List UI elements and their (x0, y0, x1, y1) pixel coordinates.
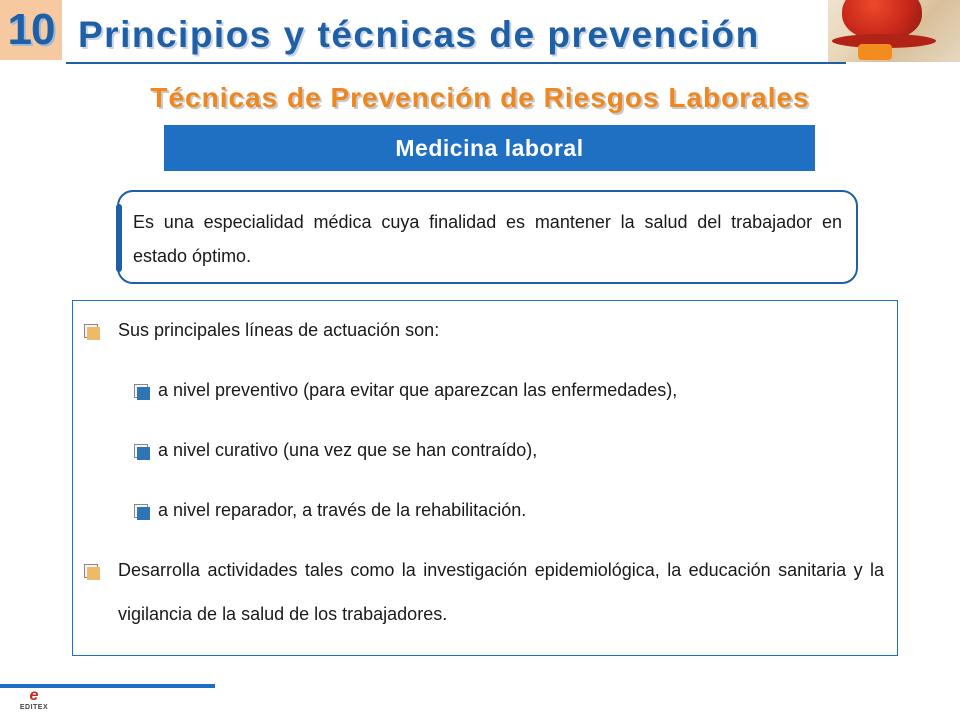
section-title: Medicina laboral (395, 134, 584, 161)
editex-logo (14, 688, 54, 718)
chapter-number-box (0, 0, 62, 60)
list-item (84, 560, 884, 636)
page-title: Principios y técnicas de prevención (78, 14, 760, 55)
title-divider (66, 62, 846, 64)
chapter-number: 10 (7, 5, 55, 54)
list-item-text: a nivel preventivo (para evitar que aparezcan las enfermedades), (158, 380, 678, 400)
slide-subtitle: Técnicas de Prevención de Riesgos Laborales (150, 82, 810, 113)
checkbox-bullet-icon (134, 444, 150, 460)
list-item-text: Desarrolla actividades tales como la investigación epidemiológica, la educación sanitaria y la vigilancia de la salud de los trabajadores. (118, 560, 884, 624)
checkbox-bullet-icon (134, 384, 150, 400)
checkbox-bullet-icon (84, 324, 100, 340)
definition-text: Es una especialidad médica cuya finalidad es mantener la salud del trabajador en estado óptimo. (133, 212, 842, 266)
equipment-piece (858, 44, 892, 60)
safety-helmet-photo (828, 0, 960, 62)
list-item (134, 380, 677, 412)
section-title-bar (164, 125, 815, 171)
list-item (134, 500, 526, 532)
checkbox-bullet-icon (84, 564, 100, 580)
definition-box (117, 190, 858, 284)
list-item (84, 320, 439, 352)
editex-logo-icon: e (29, 687, 39, 704)
list-item-text: a nivel curativo (una vez que se han contraído), (158, 440, 538, 460)
logo-text: EDITEX (19, 704, 49, 711)
list-item-text: Sus principales líneas de actuación son: (118, 320, 440, 340)
list-item-text: a nivel reparador, a través de la rehabilitación. (158, 500, 527, 520)
checkbox-bullet-icon (134, 504, 150, 520)
list-item (134, 440, 537, 472)
